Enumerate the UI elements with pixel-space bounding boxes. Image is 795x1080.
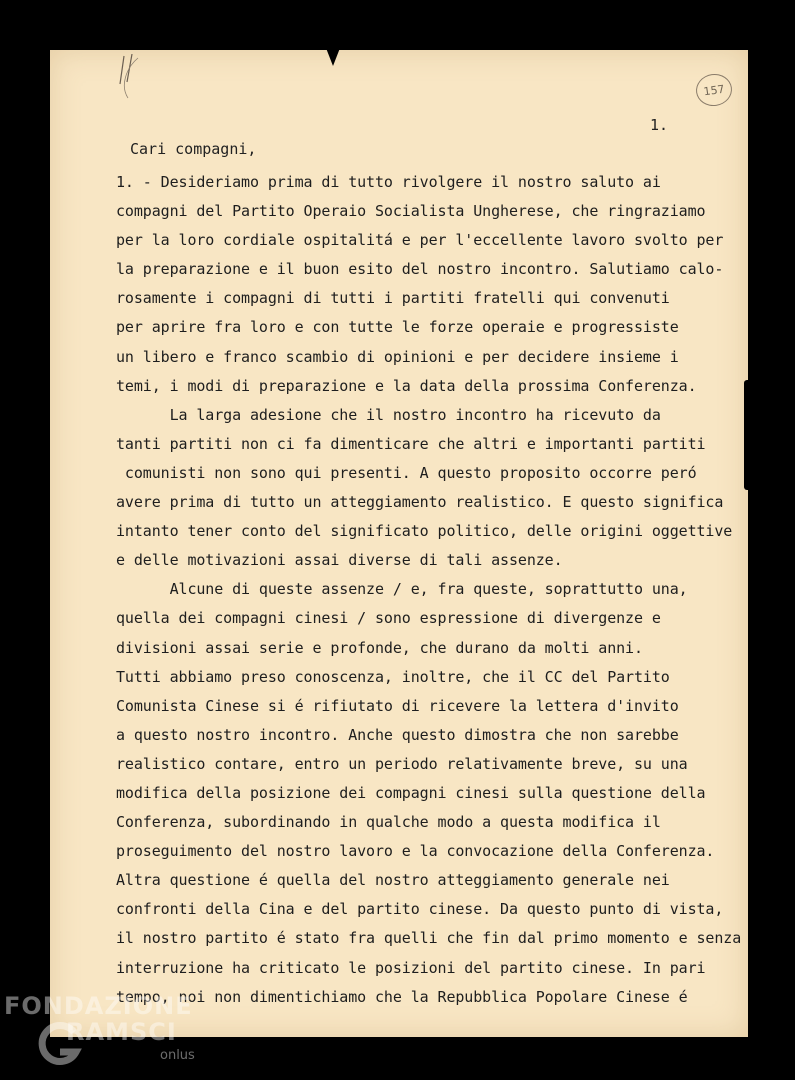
text-line: intanto tener conto del significato politico, delle origini oggettive — [116, 522, 733, 541]
text-line: avere prima di tutto un atteggiamento realistico. E questo significa — [116, 493, 724, 512]
text-line: per aprire fra loro e con tutte le forze operaie e progressiste — [116, 318, 679, 337]
text-line: 1. - Desideriamo prima di tutto rivolgere il nostro saluto ai — [116, 173, 661, 191]
text-line: rosamente i compagni di tutti i partiti fratelli qui convenuti — [116, 289, 670, 308]
text-line: confronti della Cina e del partito cinese. Da questo punto di vista, — [116, 900, 724, 919]
page-number: 1. — [650, 116, 669, 134]
archive-number-stamp: 157 — [694, 72, 734, 109]
text-line: divisioni assai serie e profonde, che durano da molti anni. — [116, 638, 643, 657]
text-line: interruzione ha criticato le posizioni del partito cinese. In pari — [116, 958, 706, 977]
text-line: temi, i modi di preparazione e la data della prossima Conferenza. — [116, 376, 697, 395]
text-line: tempo, noi non dimentichiamo che la Repubblica Popolare Cinese é — [116, 987, 688, 1006]
document-page — [50, 50, 748, 1037]
text-line: Altra questione é quella del nostro atteggiamento generale nei — [116, 871, 670, 890]
body-text — [116, 168, 742, 1012]
text-line: quella dei compagni cinesi / sono espressione di divergenze e — [116, 609, 661, 628]
text-line: proseguimento del nostro lavoro e la convocazione della Conferenza. — [116, 842, 715, 861]
text-line: compagni del Partito Operaio Socialista Ungherese, che ringraziamo — [116, 202, 706, 221]
text-line: modifica della posizione dei compagni cinesi sulla questione della — [116, 783, 706, 802]
text-line: comunisti non sono qui presenti. A questo proposito occorre peró — [116, 463, 697, 482]
text-line: Comunista Cinese si é rifiutato di ricevere la lettera d'invito — [116, 696, 679, 715]
text-line: realistico contare, entro un periodo relativamente breve, su una — [116, 754, 688, 773]
watermark-line3: onlus — [160, 1048, 195, 1063]
paper-edge-tear — [744, 380, 750, 490]
watermark-line1: FONDAZIONE — [4, 992, 193, 1020]
paper-notch — [326, 48, 340, 66]
text-line: un libero e franco scambio di opinioni e per decidere insieme i — [116, 347, 679, 366]
pencil-marks-icon — [118, 54, 148, 100]
text-line: tanti partiti non ci fa dimenticare che altri e importanti partiti — [116, 434, 706, 453]
text-line: La larga adesione che il nostro incontro ha ricevuto da — [116, 405, 661, 424]
text-line: per la loro cordiale ospitalitá e per l'eccellente lavoro svolto per — [116, 231, 724, 250]
salutation: Cari compagni, — [130, 140, 257, 158]
text-line: e delle motivazioni assai diverse di tali assenze. — [116, 551, 563, 570]
text-line: Tutti abbiamo preso conoscenza, inoltre, che il CC del Partito — [116, 667, 670, 686]
text-line: Alcune di queste assenze / e, fra queste, soprattutto una, — [116, 580, 688, 599]
text-line: la preparazione e il buon esito del nostro incontro. Salutiamo calo- — [116, 260, 724, 279]
fondazione-gramsci-watermark — [4, 990, 204, 1080]
text-line: a questo nostro incontro. Anche questo dimostra che non sarebbe — [116, 725, 679, 744]
watermark-line2: RAMSCI — [66, 1018, 177, 1046]
text-line: il nostro partito é stato fra quelli che fin dal primo momento e senza — [116, 929, 742, 948]
text-line: Conferenza, subordinando in qualche modo a questa modifica il — [116, 813, 661, 832]
